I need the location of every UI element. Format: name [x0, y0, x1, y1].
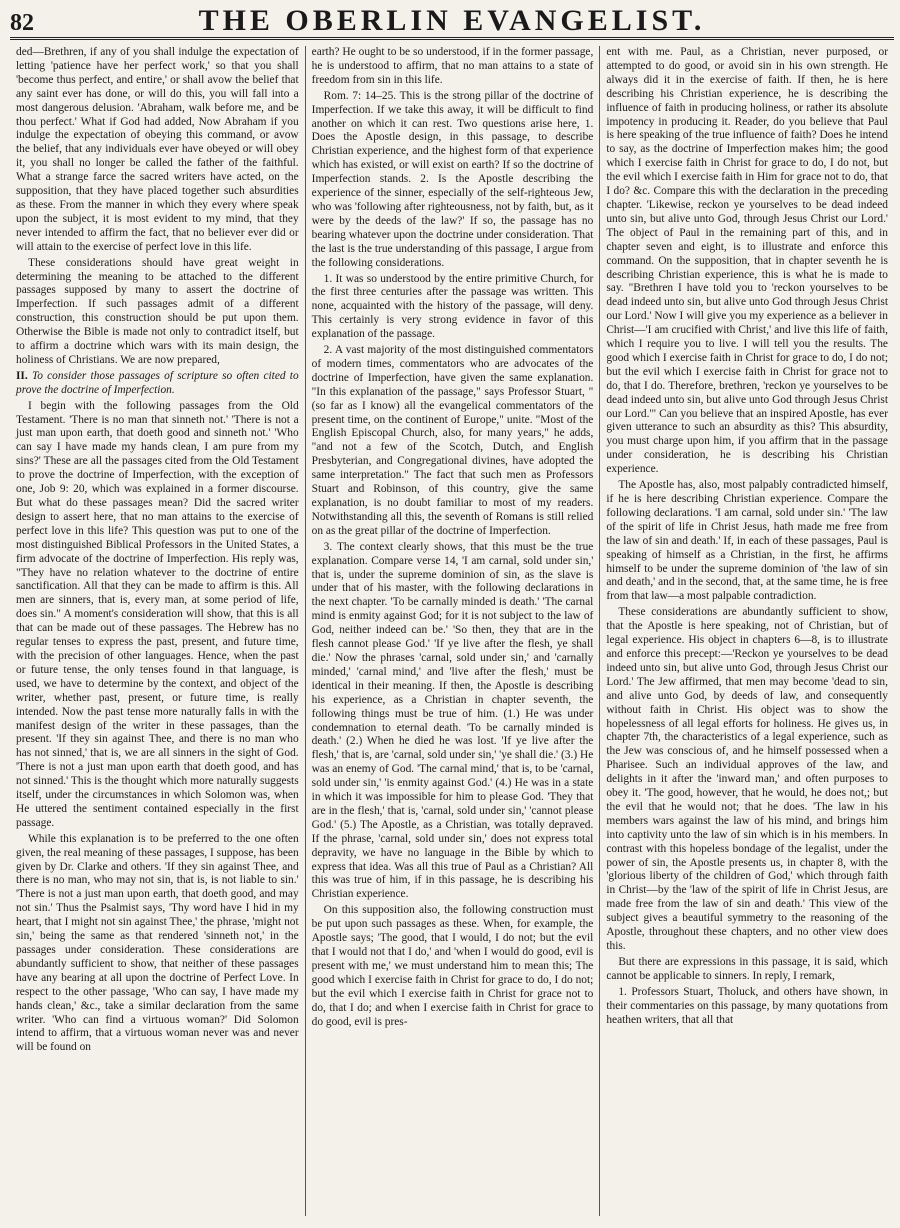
paragraph: These considerations should have great weight in determining the meaning to be attached to the different passages supposed by many to assert the doctrine of Imperfection. If such passages admit of a different construction, this construction should be put upon them. Otherwise the Bible is made not only to contradict itself, but to affirm a doctrine which wars with its main design, the holiness of Christians. We are now prepared, — [16, 256, 299, 366]
article-columns — [10, 46, 894, 1216]
column-2 — [305, 46, 600, 1216]
page-number: 82 — [10, 10, 34, 36]
section-heading — [16, 370, 299, 398]
paragraph: 1. Professors Stuart, Tholuck, and others have shown, in their commentaries on this passage, by many quotations from heathen writers, that all that — [606, 985, 888, 1026]
paragraph: 3. The context clearly shows, that this must be the true explanation. Compare verse 14, 'I am carnal, sold under sin,' that is, under the supreme dominion of sin, as the slave is under that of his master, with the following declarations in the next chapter. 'To be carnally minded is death.' 'The carnal mind is enmity against God; for it is not subject to the law of God, neither indeed can be.' 'So then, they that are in the flesh cannot please God.' 'If ye live after the flesh, ye shall die.' Now the phrases 'carnal, sold under sin,' and 'carnally minded,' 'carnal mind,' and 'live after the flesh,' must be identical in their meaning. If then, the Apostle is describing his experience, as a Christian in chapter seventh, the following things must be true of him. (1.) He was under condemnation to eternal death. 'To be carnally minded is death.' (2.) When he died he was lost. 'If ye live after the flesh,' that is, are 'carnal, sold under sin,' 'ye shall die.' (3.) He was an enemy of God. 'The carnal mind,' that is, to be 'carnal, sold under sin,' 'is enmity against God.' (4.) He was in a state in which it was impossible for him to please God. 'They that are in the flesh,' that is, 'carnal, sold under sin,' 'cannot please God.' (5.) The Apostle, as a Christian, was totally depraved. If the phrase, 'carnal, sold under sin,' does not express total depravity, we have no language in the Bible by which to express that idea. Was all this true of Paul as a Christian? All this was true of him, if in this passage, he is describing his Christian experience. — [311, 540, 594, 901]
section-number: II. — [16, 369, 28, 382]
paragraph: earth? He ought to be so understood, if in the former passage, he is understood to affirm, that no man attains to a state of freedom from sin in this life. — [311, 46, 594, 86]
paragraph: ded—Brethren, if any of you shall indulge the expectation of letting 'patience have her perfect work,' so that you shall 'become thus perfect, and entire,' or shall avow the belief that any saint ever has done, or will do this, you will fall into a most dangerous delusion. 'Abraham, walk before me, and be thou perfect.' What if God had added, Now Abraham if you indulge the expectation of obeying this command, or avow the belief, that any individuals ever have obeyed or will obey it, you shall no longer be called the father of the faithful. What a strange farce the sacred writers have acted, on the supposition, that they have placed together such absurdities as these. From the manner in which they every where speak upon the subject, it is most evident to my mind, that they never intended to affirm the fact, that no believer ever did or will attain to the exercise of perfect love in this life. — [16, 46, 299, 253]
paragraph: These considerations are abundantly sufficient to show, that the Apostle is here speaking, not of Christian, but of legal experience. His object in chapters 6—8, is to illustrate and enforce this precept:—'Reckon ye yourselves to be dead indeed unto sin, but alive unto God, through Jesus Christ our Lord.' The Jew affirmed, that men may become 'dead to sin, and alive unto God, by deeds of law, and consequently without faith in Christ. His object was to show the hopelessness of all legal efforts for holiness. He gives us, in chapter 7th, the characteristics of a legal experience, such as the Jew was conscious of, and he himself possessed when a Pharisee. Such an individual approves of the law, and delights in it after the 'inward man,' and often purposes to obey it. 'The good, however, that he would, he does not,; but the evil that he would not; that he does. 'The law in his members wars against the law of his mind, and brings him into captivity unto the law of sin which is in his members. In contrast with this hopeless bondage of the legalist, under the power of sin, the Apostle presents us, in chapter 8, with the 'glorious liberty of the children of God,' which through faith in Christ—by the 'law of the spirit of life in Christ Jesus, are made free from the law of sin and death.' This view of the subject gives a beautiful symmetry to the reasoning of the Apostle, throughout these chapters, and no other view does this. — [606, 606, 888, 952]
paragraph: The Apostle has, also, most palpably contradicted himself, if he is here describing Christian experience. Compare the following declarations. 'I am carnal, sold under sin.' 'The law of the spirit of life in Christ Jesus, hath made me free from the law of sin and death.' If, in each of these passages, Paul is speaking of himself as a Christian, in the first, he affirms himself to be under the supreme dominion of 'the law of sin and death,' and in the second, that, at the same time, he is free from that law—a most palpable contradiction. — [606, 479, 888, 603]
paragraph: 2. A vast majority of the most distinguished commentators of modern times, commentators who are advocates of the doctrine of Imperfection, have given the same explanation. "In this explanation of the passage," says Professor Stuart, "(so far as I know) all the evangelical commentators of the present time, on the continent of Europe," unite. "Most of the English Episcopal Church, also, for many years," he adds, "and not a few of the Scotch, Dutch, and English Presbyterian, and Congregational divines, have adopted the same interpretation." The fact that such men as Professors Stuart and Robinson, of this country, give the same explanation, is no doubt familiar to most of my readers. Notwithstanding all this, the seventh of Romans is still relied on as the great pillar of the doctrine of Imperfection. — [311, 344, 594, 537]
masthead — [10, 0, 894, 40]
paragraph: I begin with the following passages from the Old Testament. 'There is no man that sinneth not.' 'There is not a just man upon earth, that doeth good and sinneth not.' 'Who can say I have made my hands clean, I am pure from my sins?' These are all the passages cited from the Old Testament to prove the doctrine of Imperfection, with the exception of one, Job 9: 20, which was explained in a former discourse. But what do these passages mean? Did the sacred writer design to assert here, that no man attains to the exercise of perfect love in this life? This question was put to one of the most distinguished Biblical Professors in the United States, a firm advocate of the doctrine of Imperfection. His reply was, "They have no relation whatever to the doctrine of entire sanctification. All that they can be made to affirm is this. All men are sinners, that is, every man, at some period of life, does sin." A moment's consideration will show, that this is all that can be made out of these passages. The Hebrew has no regular tenses to express the past, present, and future time, with the precision of other languages. Hence, when the past or future tense, the only tenses found in that language, is used, we have to determine by the context, and object of the writer, whether past, present, or future time, is really intended. Now the past tense more naturally falls in with the manifest design of the writer in these passages, than the present. 'If they sin against Thee, and there is no man who has not sinned,' that is, we are all sinners in the sight of God. 'There is not a just man upon earth that doeth good, and has not sinned.' This is the thought which more naturally suggests itself, under the circumstances in which Solomon was, when He uttered the sentiment contained especially in the first passage. — [16, 399, 299, 829]
paragraph: Rom. 7: 14–25. This is the strong pillar of the doctrine of Imperfection. If we take this away, it will be difficult to find another on which it can rest. Two questions arise here, 1. Does the Apostle design, in this passage, to describe Christian experience, and the highest form of that experience which has existed, or will exist on earth? If so the doctrine of Imperfection stands. 2. Is the Apostle describing the experience of the sinner, especially of the self-righteous Jew, who was 'following after righteousness, not by faith, but, as it were by the deeds of the law?' If so, the passage has no bearing whatever upon the doctrine under consideration. That the last is the true understanding of this passage, I argue from the following considerations. — [311, 89, 594, 269]
paragraph: 1. It was so understood by the entire primitive Church, for the first three centuries after the passage was written. This none, acquainted with the history of the passage, will deny. This certainly is very strong evidence in favor of this explanation of the passage. — [311, 272, 594, 341]
column-1 — [10, 46, 305, 1216]
paragraph: ent with me. Paul, as a Christian, never purposed, or attempted to do good, or avoid sin in his own strength. He always did it in the exercise of faith. If then, he is here describing his Christian experience, he is describing the influence of faith in producing holiness, or rather its absolute impotency in producing it. Reader, do you believe that Paul is here speaking of the true influence of faith? Does he intend to say, as the doctrine of Imperfection makes him; the good which I exercise faith in Christ for grace to do, I do not, but the evil which I exercise faith in Him for grace not to do, that I do? &c. Compare this with the declaration in the preceding chapter. 'Likewise, reckon ye yourselves to be dead indeed unto sin, but alive unto God, through Jesus Christ our Lord.' The object of Paul in the remaining part of this, and in chapter seven and eight, is to illustrate and enforce this command. On the supposition, that in chapter seventh he is describing Christian experience, this is what he is made to say. "Brethren I have told you to 'reckon yourselves to be dead indeed unto sin, but alive unto God through Jesus Christ our Lord.' Now I will give you my experience as a believer in Christ—'I am crucified with Christ,' and live this life of faith, which I require you to live. I will tell you the results. The good which I exercise faith in Christ for grace to do, I do not; but the evil which I exercise faith in Christ for grace not to do, that I do. Therefore, brethren, 'reckon ye yourselves to be dead indeed unto sin, but alive unto God through Jesus Christ our Lord.'" Can you believe that an inspired Apostle, has ever given utterance to such an absurdity as this? This absurdity, you must charge upon him, if you affirm that in the passage under consideration, he is describing his Christian experience. — [606, 46, 888, 476]
column-3 — [599, 46, 894, 1216]
paragraph: While this explanation is to be preferred to the one often given, the real meaning of these passages, I suppose, has been given by Dr. Clarke and others. 'If they sin against Thee, and there is no man, who may not sin, that is, is not liable to sin.' 'There is not a just man upon earth, that doeth good, and may not sin.' Thus the Psalmist says, 'Thy word have I hid in my heart, that I might not sin against Thee,' the phrase, 'might not sin,' being the same as that rendered 'sinneth not,' in the passages under consideration. These considerations are abundantly sufficient to show, that neither of these passages have any bearing at all upon the doctrine of Perfect Love. In respect to the other passage, 'Who can say, I have made my hands clean,' &c., take a similar declaration from the same writer. 'Who can find a virtuous woman?' Did Solomon intend to affirm, that a virtuous woman never was and never will be found on — [16, 832, 299, 1054]
publication-title: THE OBERLIN EVANGELIST. — [198, 4, 706, 37]
paragraph: But there are expressions in this passage, it is said, which cannot be applicable to sinners. In reply, I remark, — [606, 955, 888, 982]
section-heading-text: To consider those passages of scripture so often cited to prove the doctrine of Imperfection. — [16, 369, 299, 396]
paragraph: On this supposition also, the following construction must be put upon such passages as these. When, for example, the Apostle says; 'The good, that I would, I do not; but the evil that I would not that I do,' and 'when I would do good, evil is present with me,' we must understand him to mean this; The good which I exercise faith in Christ for grace to do, I do not; but the evil which I exercise faith in Christ for grace not to do, that I do; and when I exercise faith in Christ for grace to do good, evil is pres- — [311, 904, 594, 1028]
